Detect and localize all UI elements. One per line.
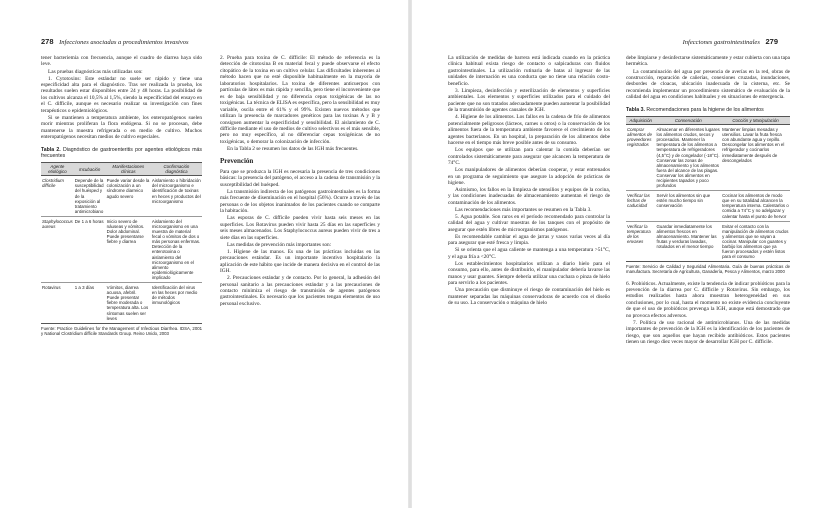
paragraph: Los manipuladores de alimentos deberían cooperar, y estar entrenados en un programa de seguimiento que asegure la adopción de prácticas de higiene. xyxy=(448,167,610,186)
paragraph: 6. Probióticos. Actualmente, existe la tendencia de indicar probióticos para la prevención de la diarrea por C. difficile y Rotavirus. Sin embargo, los estudios realizados hasta ahora muestran heterogeneidad en sus conclusiones, por lo cual, hasta el momento no existe evidencia concluyente de que el uso de probióticos prevenga la IGH, aunque está demostrado que no provoca efectos adversos. xyxy=(626,280,790,319)
table-2-label: Tabla 2. xyxy=(41,146,61,153)
table-cell: 1 a 3 días xyxy=(74,283,106,324)
right-page-number: 279 xyxy=(765,37,778,46)
table-3-source: Fuente: Servicio de Calidad y Seguridad Alimentaria. Guía de buenas prácticas de manufactura. Secretaría de Agricultura, Ganadería, Pesca y Alimentos, marzo 2000 xyxy=(626,264,790,275)
table-header: Manifestaciones clínicas xyxy=(106,163,151,176)
table-cell: Clostridium difficile xyxy=(42,178,64,189)
left-running-title: Infecciones asociadas a procedimientos invasivos xyxy=(59,39,189,46)
table-row xyxy=(41,176,202,217)
table-cell: Aislamiento del microorganismo en una muestra de material fecal o vómitos de dos o más personas enfermas. Detección de la enterotoxina o aislamiento del microorganismo en el alimento epidemiológicamente implicado xyxy=(151,216,202,282)
paragraph: Los equipos que se utilizan para calentar la comida deberían ser controlados sistemáticamente para asegurar que alcancen la temperatura de 74°C. xyxy=(448,147,610,167)
paragraph: Las esporas de C. difficile pueden vivir hasta seis meses en las superficies. Los Rotavirus pueden vivir hasta 25 días en las superficies y seis meses almacenados. Los Staphylococcus aureus pueden vivir de tres a siete días en las superficies. xyxy=(220,215,380,241)
paragraph: Si se mantienen a temperatura ambiente, los enteropatógenos suelen morir mientras proliferan la flora endógena. Si no se procesan, debe mantenerse la muestra refrigerada o en medio de cultivo. Muchos enteropatógenos necesitan medios de cultivo especiales. xyxy=(41,114,202,141)
right-running-head xyxy=(683,37,778,46)
table-cell: Staphylococcus aureus xyxy=(41,216,74,282)
table-2-title: Diagnóstico de gastroenteritis por agentes etiológicos más frecuentes xyxy=(41,146,203,159)
table-cell: Puede variar desde la colonización a un síndrome diarreico agudo severo xyxy=(106,178,150,199)
table-row xyxy=(41,216,202,282)
table-row xyxy=(626,125,790,191)
paragraph: debe limpiarse y desinfectarse sistemáticamente y estar cubierta con una tapa hermética. xyxy=(626,55,790,68)
right-column-1 xyxy=(448,55,610,307)
table-2-caption xyxy=(41,147,202,159)
table-cell: Servir los alimentos sin que estén mucho tiempo sin conservación xyxy=(656,191,722,221)
paragraph: Las recomendaciones más importantes se resumen en la Tabla 3. xyxy=(455,206,592,213)
table-cell: Vómitos, diarrea acuosa, afebril. Puede presentar fiebre moderada o temperatura alta. Los síntomas suelen ser leves xyxy=(106,283,151,324)
table-row xyxy=(626,191,790,221)
table-cell: Mantener limpias mesadas y utensilios. Lavar la fruta fresca con abundante agua y cepillo. Descongelar los alimentos en el refrigerador y cocinarlos inmediatamente después de descongelados xyxy=(722,127,785,163)
left-page-number: 278 xyxy=(41,37,54,46)
table-cell: Identificación del virus en las heces por medio de métodos inmunológicos xyxy=(151,283,202,324)
table-3-caption xyxy=(626,107,790,113)
table-3-label: Tabla 3. xyxy=(626,106,645,113)
paragraph: 7. Política de uso racional de antimicrobianos. Una de las medidas importantes de prevención de la IGH es la identificación de los pacientes de riesgo, que son aquellos que hayan recibido antibióticos. Estos pacientes tienen un riesgo diez veces mayor de desarrollar IGH por C. difficile. xyxy=(626,319,790,346)
paragraph: 2. Prueba para toxina de C. difficile: El método de referencia es la detección de citotoxina B en material fecal y puede observarse el efecto citopático de la toxina en un cultivo celular. Las dificultades inherentes al método hacen que no esté disponible habitualmente en la mayoría de laboratorios hospitalarios. La toxina de diferentes anticuerpos con partículas de látex es más rápida y sencilla, pero tiene el inconveniente que es de baja sensibilidad y no diferencia cepas toxigénicas de las no toxigénicas. La técnica de ELISA es específica, pero la sensibilidad es muy variable, oscila entre el 61% y el 99%. Existen nuevos métodos que utilizan la presencia de marcadores genéticos para las toxinas A y B y consiguen aumentar la especificidad y sensibilidad. El aislamiento de C. difficile mediante el uso de medios de cultivo selectivos es el más sensible, pero no muy específico, al no diferenciar cepas toxigénicas de no toxigénicas, o demorar la colonización de infección. xyxy=(220,55,380,145)
paragraph: 4. Higiene de los alimentos. Los fallos en la cadena de frío de alimentos potencialmente peligrosos (lácteos, carnes u otros) o la conservación de los alimentos fuera de la temperatura ambiente favorece el crecimiento de los agentes bacterianos. En un hospital, la preparación de los alimentos debe hacerse en el tiempo más breve posible antes de su consumo. xyxy=(448,114,610,147)
table-cell: Comprar alimentos de proveedores registrados xyxy=(627,127,652,148)
paragraph: 1. Higiene de las manos. Es una de las prácticas incluidas en las precauciones estándar. Es un importante incentivo hospitalario la aplicación de este hábito que incide de manera decisiva en el control de las IGH. xyxy=(220,248,380,275)
paragraph: Si se orienta que el agua caliente se mantenga a una temperatura >51°C, y el agua fría a <20°C. xyxy=(448,247,610,260)
left-page xyxy=(0,0,408,508)
left-column-1 xyxy=(41,55,202,336)
paragraph: 5. Agua potable. Son raros en el período recomendado para controlar la calidad del agua y cultivar muestras de los tanques con el propósito de asegurar que estén libres de microorganismos patógenos. xyxy=(448,214,610,233)
paragraph: 1. Cytotoxins: Este estándar no suele ser rápido y tiene una especificidad alta para el diagnóstico. Tras ser realizada la prueba, los resultados suelen estar disponibles entre 24 y 48 horas. La posibilidad de los cultivos alcanza el 10,5% al 1,5%, siendo la especificidad del ensayo en el C. difficile, aunque es necesario realizar su investigación con fines terapéuticos o epidemiológicos. xyxy=(41,75,202,114)
table-cell: Depende de la susceptibilidad del huésped y de la exposición al tratamiento antimicrobiano xyxy=(74,178,104,214)
paragraph: tener bacteriemia con frecuencia, aunque el cuadro de diarrea haya sido leve. xyxy=(41,55,202,68)
right-running-title: Infecciones gastrointestinales xyxy=(682,39,760,46)
paragraph: Para que se produzca la IGH es necesaria la presencia de tres condiciones básicas: la presencia del patógeno, el acceso a la cadena de transmisión y la susceptibilidad del huésped. xyxy=(220,168,381,188)
table-cell: Verificar la temperatura de los envases xyxy=(626,221,656,262)
left-running-head xyxy=(41,37,189,46)
table-2-source: Fuente: Practice Guidelines for the Management of Infectious Diarrhea. IDSA, 2001 y National Clostridium difficile Standards Group. Reino Unido, 2003 xyxy=(41,325,202,336)
paragraph: 2. Precauciones estándar y de contacto. Por lo general, la adhesión del personal sanitario a las precauciones estándar y a las precauciones de contacto minimiza el riesgo de transmisión de agentes patógenos gastrointestinales. Es necesario que los pacientes tengan elementos de uso personal exclusivo. xyxy=(220,275,380,307)
paragraph: 3. Limpieza, desinfección y esterilización de elementos y superficies ambientales. Los elementos y superficies utilizados para el cuidado del paciente que no son tratados adecuadamente pueden aumentar la posibilidad de la transmisión de agentes causales de IGH. xyxy=(448,87,610,114)
table-header: Incubación xyxy=(74,163,106,176)
table-cell: Guardar inmediatamente los alimentos frescos en almacenamiento. Mantener las frutas y verduras lavadas, rotulados en el menor tiempo xyxy=(656,221,722,262)
table-header: Cocción y Manipulación xyxy=(721,116,790,124)
section-heading-prevention: Prevención xyxy=(220,157,254,166)
left-column-2 xyxy=(220,55,380,307)
paragraph: Una precaución que disminuye el riesgo de contaminación del hielo es mantener separadas las máquinas conservadoras de acuerdo con el diseño de su uso. La conservación o máquina de hielo xyxy=(448,287,610,307)
paragraph: La transmisión indirecta de los patógenos gastrointestinales es la forma más frecuente de diseminación en el hospital (56%). Ocurre a través de las personas o de los objetos inanimados de los pacientes cuando se comparte la habitación. xyxy=(220,188,380,215)
paragraph: La contaminación del agua por presencia de averías en la red, obras de construcción, reparación de cañerías, conexiones cruzadas, inundaciones, desbordes de cloacas, ubicación inadecuada de la cisterna, etc. Se recomienda implementar un procedimiento sistemático de evaluación de la calidad del agua en condiciones habituales y en situaciones de emergencia. xyxy=(626,68,790,101)
table-header: Agente etiológico xyxy=(41,163,74,176)
right-column-2 xyxy=(626,55,790,346)
table-3 xyxy=(626,116,790,262)
paragraph: Las medidas de prevención más importantes son: xyxy=(227,241,332,248)
table-cell: Inicio severo de náuseas y vómitos. Dolor abdominal. Puede presentarse fiebre y diarrea xyxy=(106,216,151,282)
table-row xyxy=(626,221,790,262)
table-header: Adquisición xyxy=(626,116,656,124)
table-cell: Verificar las fechas de caducidad xyxy=(626,191,656,221)
paragraph: Las pruebas diagnósticas más utilizadas son: xyxy=(48,68,143,75)
table-cell: De 1 a 6 horas xyxy=(74,216,106,282)
right-page xyxy=(412,0,820,508)
table-row xyxy=(41,283,202,324)
table-header: Confirmación diagnóstica xyxy=(151,163,202,176)
table-3-title: Recomendaciones para la higiene de los alimentos xyxy=(646,106,764,113)
table-cell: Almacenar en diferentes lugares los alimentos crudos, secos y procesados. Mantener la temperatura de los alimentos a temperatura de refrigeradores (4,5°C) y de congelador (-18°C). Conservar las zonas de almacenamiento y los alimentos fuera del alcance de las plagas. Conservar los alimentos en recipientes tapados y poco profundos xyxy=(656,127,720,189)
paragraph: La utilización de medidas de barrera está indicada cuando en la práctica clínica habitual exista riesgo de contacto o salpicaduras con fluidos gastrointestinales. La utilización rutinaria de batas al ingresar de las unidades de internación es una conducta que no tiene una relación costo-beneficio. xyxy=(448,55,610,87)
paragraph: Los establecimientos hospitalarios utilizan a diario hielo para el consumo, para ello, antes de distribuirlo, el manipulador debería lavarse las manos y usar guantes. Siempre debería utilizar una cuchara o pinza de hielo para servirlo a los pacientes. xyxy=(448,260,610,287)
table-2 xyxy=(41,162,202,324)
paragraph: Es recomendable cambiar el agua de jarras y vasos varias veces al día para asegurar que esté fresca y limpia. xyxy=(448,233,610,247)
table-cell: Rotavirus xyxy=(41,283,74,324)
table-cell: Evitar el contacto con la manipulación de alimentos crudos y alimentos que se vayan a cocinar. Manipular con guantes y barbijo los alimentos que ya fueron procesados y estén listos para el consumo xyxy=(721,221,790,262)
table-header: Conservación xyxy=(656,116,722,124)
table-cell: Aislamiento o hibridación del microorganismo e identificación de toxinas en heces y productos del microorganismo xyxy=(151,178,201,204)
table-cell: Cocinar los alimentos de modo que en su totalidad alcancen la temperatura interna. Calentarlos o comida a 74°C y no adelgazar y calentar hasta el punto de hervor xyxy=(721,191,790,221)
paragraph: En la Tabla 2 se resumen los datos de las IGH más frecuentes. xyxy=(227,145,359,152)
paragraph: Asimismo, los fallos en la limpieza de utensilios y equipos de la cocina, y las condiciones inadecuadas de almacenamiento aumentan el riesgo de contaminación de los alimentos. xyxy=(448,187,610,206)
